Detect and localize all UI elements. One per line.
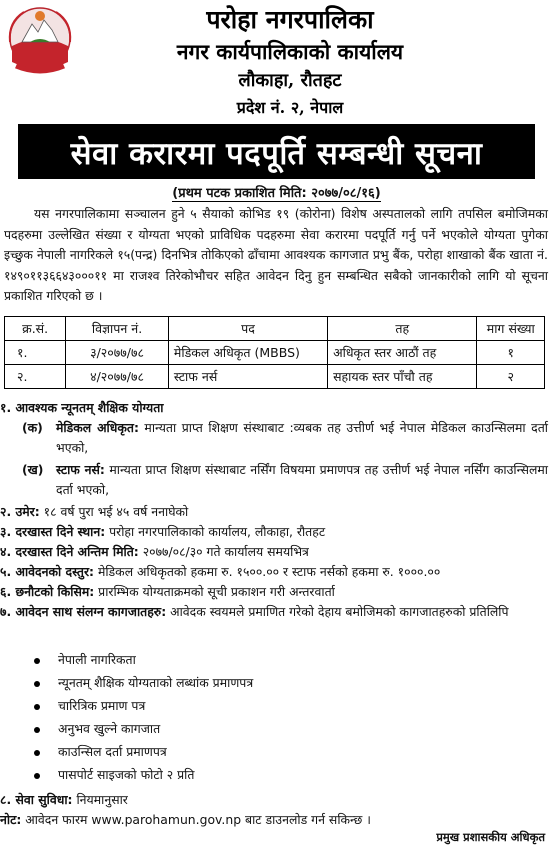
qualification-medical	[22, 418, 550, 458]
selection-method	[0, 582, 335, 602]
application-fee	[0, 562, 440, 582]
bullet-icon	[34, 704, 40, 710]
note-title: नोट:	[0, 812, 22, 827]
item-title: ६. छनौटको किसिम:	[0, 584, 95, 599]
list-item	[34, 742, 334, 762]
list-item-text: नेपाली नागरिकता	[58, 652, 136, 667]
item-desc: मान्यता प्राप्त शिक्षण संस्थाबाट नर्सिंग विषयमा प्रमाणपत्र तह उत्तीर्ण भई नेपाल नर्सिंग काउन्सिलमा दर्ता भएको,	[56, 462, 548, 497]
item-title: २. उमेर:	[0, 504, 40, 519]
age-requirement	[0, 502, 188, 522]
table-header-row	[5, 317, 545, 341]
item-desc: परोहा नगरपालिकाको कार्यालय, लौकाहा, रौतहट	[105, 524, 326, 539]
cell-ad-no: ४/२०७७/७८	[66, 365, 169, 389]
notice-banner: सेवा करारमा पदपूर्ति सम्बन्धी सूचना	[18, 124, 535, 179]
col-demand: माग संख्या	[477, 317, 545, 341]
signature: प्रमुख प्रशासकीय अधिकृत	[436, 830, 545, 844]
note-text: आवेदन फारम www.parohamun.gov.np बाट डाउनलोड गर्न सकिन्छ ।	[21, 812, 371, 827]
item-title: ४. दरखास्त दिने अन्तिम मिति:	[0, 544, 139, 559]
municipality-title: परोहा नगरपालिका	[206, 5, 374, 34]
list-item-text: अनुभव खुल्ने कागजात	[58, 721, 161, 736]
list-item	[34, 673, 334, 693]
col-post: पद	[168, 317, 327, 341]
list-item-text: न्यूनतम् शैक्षिक योग्यताको लब्धांक प्रमाणपत्र	[58, 675, 254, 690]
list-item-text: पासपोर्ट साइजको फोटो २ प्रति	[58, 767, 195, 782]
list-item	[34, 650, 334, 670]
application-place	[0, 522, 325, 542]
bullet-icon	[34, 727, 40, 733]
application-deadline	[0, 542, 309, 562]
col-sn: क्र.सं.	[5, 317, 66, 341]
item-title: मेडिकल अधिकृत:	[56, 420, 139, 435]
bullet-icon	[34, 681, 40, 687]
list-item-text: चारित्रिक प्रमाण पत्र	[58, 698, 146, 713]
table-row	[5, 341, 545, 365]
vacancy-table	[4, 316, 545, 389]
intro-paragraph: यस नगरपालिकामा सञ्चालन हुने ५ सैयाको कोभिड १९ (कोरोना) विशेष अस्पतालको लागि तपसिल बमोजिमका पदहरुमा उल्लेखित संख्या र योग्यता भएको प्राविधिक पदहरुमा सेवा करारमा पदपूर्ति गर्नु पर्ने भएकोले योग्यता पुगेका इच्छुक नेपाली नागरिकले १५(पन्द्र) दिनभित्र तोकिएको ढाँचामा आवश्यक कागजात प्रभु बैंक, परोहा शाखाको बैंक खाता नं. १४९०११३६६४३०००११ मा राजश्व तिरेकोभौचर सहित आवेदन दिनु हुन सम्बन्धित सबैको जानकारीको लागि यो सूचना प्रकाशित गरिएको छ ।	[4, 206, 548, 304]
cell-demand: १	[477, 341, 545, 365]
note	[0, 810, 371, 830]
item-desc: मान्यता प्राप्त शिक्षण संस्थाबाट :व्यबक तह उत्तीर्ण भई नेपाल मेडिकल काउन्सिलमा दर्ता भएको,	[56, 420, 548, 455]
bullet-icon	[34, 750, 40, 756]
item-title: ७. आवेदन साथ संलग्न कागजातहरु:	[0, 604, 167, 619]
cell-post: स्टाफ नर्स	[168, 365, 327, 389]
item-title: ५. आवेदनको दस्तुर:	[0, 564, 94, 579]
item-desc: मेडिकल अधिकृतको हकमा रु. १५००.०० र स्टाफ नर्सको हकमा रु. १०००.००	[94, 564, 441, 579]
bullet-icon	[34, 773, 40, 779]
cell-sn: २.	[5, 365, 66, 389]
required-documents	[0, 602, 548, 622]
item-desc: १८ वर्ष पुरा भई ४५ वर्ष ननाघेको	[39, 504, 189, 519]
cell-demand: २	[477, 365, 545, 389]
location: लौकाहा, रौतहट	[238, 70, 342, 91]
item-title: स्टाफ नर्स:	[56, 462, 105, 477]
list-item	[34, 696, 334, 716]
qualification-nurse	[22, 460, 550, 500]
col-level: तह	[328, 317, 477, 341]
service-benefits	[0, 790, 128, 810]
publish-date	[0, 183, 553, 201]
item-text	[56, 460, 548, 499]
cell-sn: १.	[5, 341, 66, 365]
nepal-emblem-logo	[2, 2, 78, 78]
item-label: (क)	[22, 420, 43, 435]
item-desc: २०७७/०८/३० गते कार्यालय समयभित्र	[138, 544, 309, 559]
qualification-heading: १. आवश्यक न्यूनतम् शैक्षिक योग्यता	[0, 400, 164, 415]
item-desc: आवेदक स्वयमले प्रमाणित गरेको देहाय बमोजिमको कागजातहरुको प्रतिलिपि	[166, 604, 509, 619]
list-item	[34, 765, 334, 785]
item-text	[56, 418, 548, 457]
office-title: नगर कार्यपालिकाको कार्यालय	[176, 39, 404, 64]
province: प्रदेश नं. २, नेपाल	[236, 98, 344, 117]
cell-level: अधिकृत स्तर आठौं तह	[328, 341, 477, 365]
publish-date-text: (प्रथम पटक प्रकाशित मिति: २०७७/०८/१६)	[172, 186, 381, 201]
table-row	[5, 365, 545, 389]
list-item-text: काउन्सिल दर्ता प्रमाणपत्र	[58, 744, 167, 759]
item-label: (ख)	[22, 462, 44, 477]
bullet-icon	[34, 658, 40, 664]
cell-ad-no: ३/२०७७/७८	[66, 341, 169, 365]
item-desc: प्रारम्भिक योग्यताक्रमको सूची प्रकाशन गरी अन्तरवार्ता	[94, 584, 335, 599]
list-item	[34, 719, 334, 739]
cell-level: सहायक स्तर पाँचौ तह	[328, 365, 477, 389]
item-title: ८. सेवा सुविधा:	[0, 792, 73, 807]
item-desc: नियमानुसार	[72, 792, 128, 807]
col-ad-no: विज्ञापन नं.	[66, 317, 169, 341]
item-title: ३. दरखास्त दिने स्थान:	[0, 524, 106, 539]
cell-post: मेडिकल अधिकृत (MBBS)	[168, 341, 327, 365]
